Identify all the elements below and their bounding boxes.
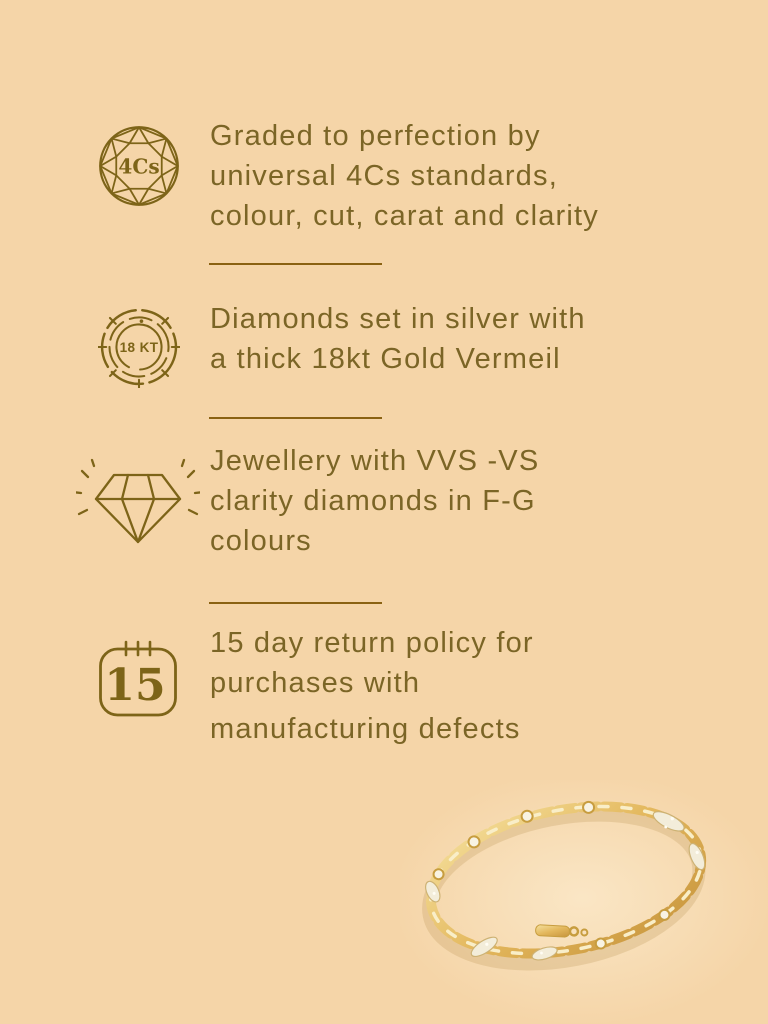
feature-line: a thick 18kt Gold Vermeil: [210, 343, 561, 375]
feature-line: purchases with: [210, 667, 421, 699]
product-photo-gold-bracelet: [400, 780, 768, 1024]
calendar-15-days-icon: [98, 640, 178, 718]
feature-line: manufacturing defects: [210, 713, 521, 745]
feature-line: Jewellery with VVS -VS: [210, 445, 540, 477]
icon-label-18kt: 18 KT: [119, 339, 159, 355]
feature-line: Graded to perfection by: [210, 120, 541, 152]
feature-text-clarity: [210, 441, 539, 561]
icon-label-4cs: 4Cs: [118, 154, 160, 179]
section-divider: [209, 417, 382, 419]
diamond-top-view-4cs-icon: [98, 125, 180, 207]
feature-line: colours: [210, 525, 312, 557]
feature-line: Diamonds set in silver with: [210, 303, 586, 335]
18kt-gold-coin-icon: [98, 306, 180, 388]
sparkling-diamond-icon: [76, 456, 200, 548]
feature-text-returns: [210, 623, 534, 749]
feature-line: 15 day return policy for: [210, 627, 534, 659]
section-divider: [209, 263, 382, 265]
feature-text-4cs: [210, 116, 599, 236]
section-divider: [209, 602, 382, 604]
icon-label-15: 15: [104, 660, 166, 711]
feature-line: colour, cut, carat and clarity: [210, 200, 599, 232]
feature-line: clarity diamonds in F-G: [210, 485, 536, 517]
feature-line: universal 4Cs standards,: [210, 160, 558, 192]
feature-text-18kt: [210, 299, 586, 379]
